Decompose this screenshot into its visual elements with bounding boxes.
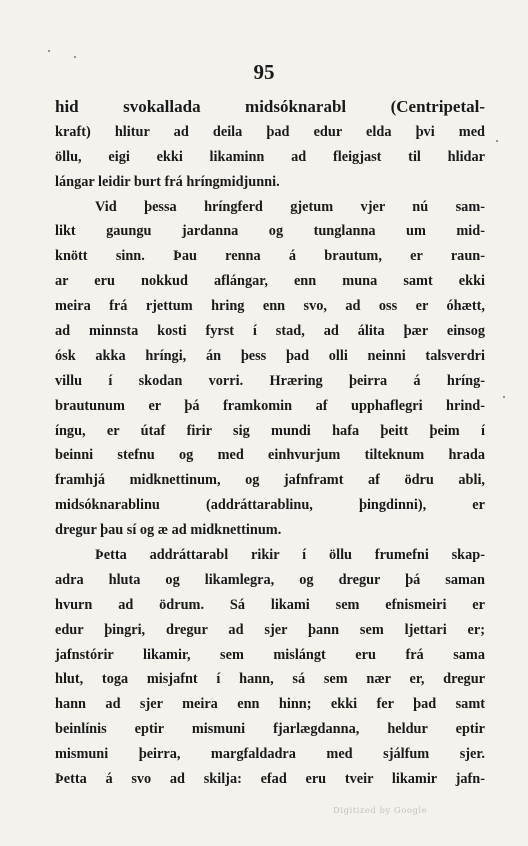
page-number: 95 <box>253 60 275 84</box>
text-line: hvurn ad ödrum. Sá likami sem efnismeiri er <box>55 596 485 613</box>
body-text <box>55 95 485 792</box>
text-line: hid svokallada midsóknarabl (Centripetal- <box>55 97 485 116</box>
text-line: Þetta á svo ad skilja: efad eru tveir likamir jafn- <box>55 771 485 788</box>
text-line: lángar leidir burt frá hríngmidjunni. <box>55 173 280 190</box>
text-line: mismuni þeirra, margfaldadra med sjálfum sjer. <box>55 746 485 763</box>
print-speck <box>48 50 50 52</box>
text-line: adra hluta og likamlegra, og dregur þá saman <box>55 571 485 588</box>
text-line: kraft) hlitur ad deila þad edur elda þvi med <box>55 123 485 140</box>
text-line: beinlínis eptir mismuni fjarlægdanna, heldur eptir <box>55 721 485 738</box>
text-line: hann ad sjer meira enn hinn; ekki fer þad samt <box>55 696 485 713</box>
print-speck <box>503 396 505 398</box>
text-line: brautunum er þá framkomin af upphaflegri hrind- <box>55 397 485 414</box>
text-line: ósk akka hríngi, án þess þad olli neinni talsverdri <box>55 347 485 364</box>
text-line: midsóknarablinu (addráttarablinu, þingdinni), er <box>55 497 485 514</box>
text-line: Þetta addráttarabl rikir í öllu frumefni skap- <box>95 547 485 564</box>
watermark-stamp <box>333 806 451 824</box>
text-line: likt gaungu jardanna og tunglanna um mid- <box>55 223 485 240</box>
watermark-text: Digitized by Google <box>333 806 428 816</box>
text-line: knött sinn. Þau renna á brautum, er raun- <box>55 248 485 265</box>
text-line: meira frá rjettum hring enn svo, ad oss er óhætt, <box>55 298 485 315</box>
text-line: ad minnsta kosti fyrst í stad, ad álita þær einsog <box>55 323 485 340</box>
text-line: edur þingri, dregur ad sjer þann sem ljettari er; <box>55 621 485 638</box>
print-speck <box>496 140 498 142</box>
text-line: dregur þau sí og æ ad midknettinum. <box>55 522 282 539</box>
text-line: beinni stefnu og med einhvurjum tilteknum hrada <box>55 447 485 464</box>
print-speck <box>74 56 76 58</box>
text-line: íngu, er útaf firir sig mundi hafa þeitt þeim í <box>55 422 485 439</box>
text-line: Vid þessa hríngferd gjetum vjer nú sam- <box>95 198 485 215</box>
text-line: hlut, toga misjafnt í hann, sá sem nær er, dregur <box>55 671 485 688</box>
text-line: villu í skodan vorri. Hræring þeirra á hríng- <box>55 372 485 389</box>
text-line: framhjá midknettinum, og jafnframt af ödru abli, <box>55 472 485 489</box>
text-line: öllu, eigi ekki likaminn ad fleigjast til hlidar <box>55 148 485 165</box>
text-line: ar eru nokkud aflángar, enn muna samt ekki <box>55 273 485 290</box>
text-line: jafnstórir likamir, sem mislángt eru frá sama <box>55 646 485 663</box>
